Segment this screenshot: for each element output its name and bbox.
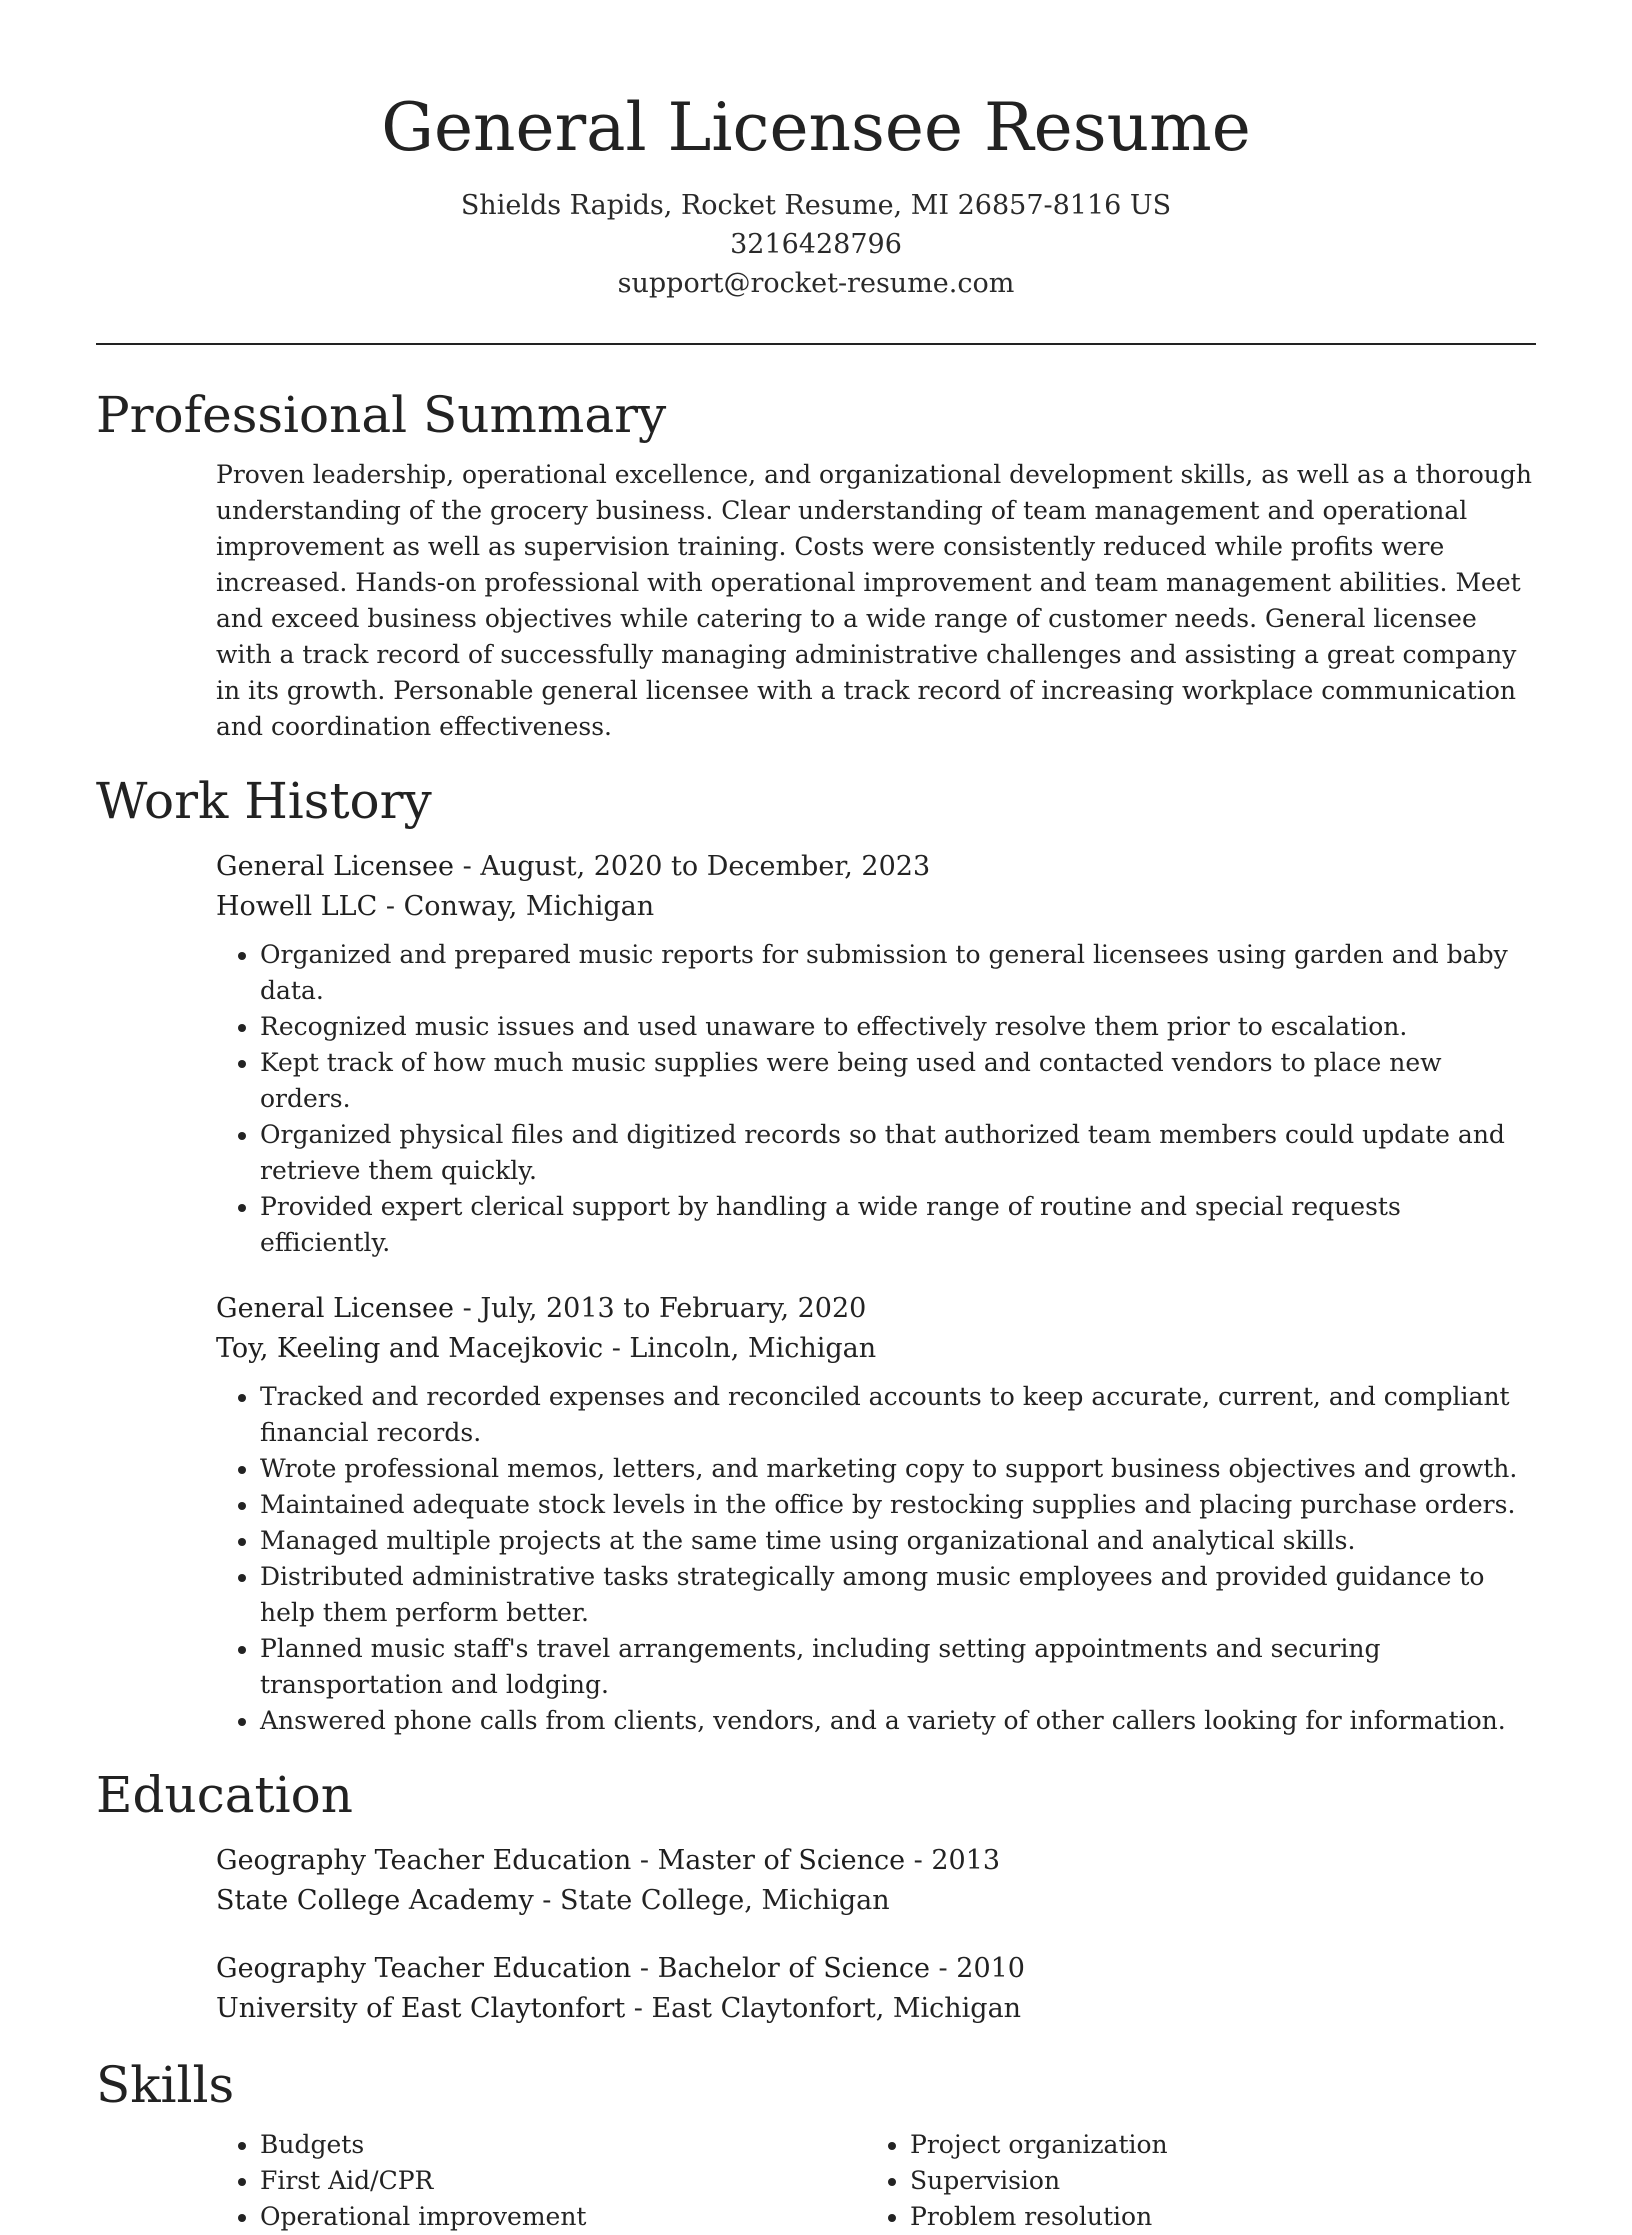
education-school: State College Academy xyxy=(216,1885,534,1916)
skill-item: • First Aid/CPR xyxy=(260,2163,866,2199)
separator: - xyxy=(533,1885,560,1916)
separator: - xyxy=(625,1993,652,2024)
job-role: General Licensee xyxy=(216,851,455,882)
job-bullets xyxy=(216,937,1536,1261)
education-degree-line xyxy=(216,1841,1536,1881)
education-school: University of East Claytonfort xyxy=(216,1993,626,2024)
education-year: 2013 xyxy=(931,1845,1001,1876)
summary-heading: Professional Summary xyxy=(96,386,667,444)
list-item: • Wrote professional memos, letters, and marketing copy to support business objectives and growth. xyxy=(260,1451,1536,1487)
header-divider xyxy=(96,343,1536,345)
list-item: • Kept track of how much music supplies were being used and contacted vendors to place new orders. xyxy=(260,1045,1536,1117)
work-history-heading: Work History xyxy=(96,772,432,830)
education-section xyxy=(96,1763,1536,2029)
job-company-line xyxy=(216,887,1536,927)
job-company-line xyxy=(216,1329,1536,1369)
list-item: • Provided expert clerical support by handling a wide range of routine and special requests efficiently. xyxy=(260,1189,1536,1261)
contact-email: support@rocket-resume.com xyxy=(617,268,1015,299)
job-location: Lincoln, Michigan xyxy=(629,1333,877,1364)
skill-item: • Supervision xyxy=(910,2163,1516,2199)
resume-title: General Licensee Resume xyxy=(381,89,1251,166)
skill-item: • Budgets xyxy=(260,2127,866,2163)
education-degree: Bachelor of Science xyxy=(657,1953,930,1984)
job-entry xyxy=(216,847,1536,1261)
skills-heading: Skills xyxy=(96,2056,235,2114)
list-item: • Distributed administrative tasks strategically among music employees and provided guidance to help them perform better. xyxy=(260,1559,1536,1631)
separator: - xyxy=(377,891,404,922)
education-field: Geography Teacher Education xyxy=(216,1845,632,1876)
summary-text: Proven leadership, operational excellence, and organizational development skills, as well as a thorough understanding of the grocery business. Clear understanding of team management and operational improvement as well as supervision training. Costs were consistently reduced while profits were increased. Hands-on professional with operational improvement and team management abilities. Meet and exceed business objectives while catering to a wide range of customer needs. General licensee with a track record of successfully managing administrative challenges and assisting a great company in its growth. Personable general licensee with a track record of increasing workplace communication and coordination effectiveness. xyxy=(216,460,1532,741)
contact-address: Shields Rapids, Rocket Resume, MI 26857-8116 US xyxy=(460,190,1172,221)
skills-list-right xyxy=(866,2127,1516,2235)
skill-item: • Project organization xyxy=(910,2127,1516,2163)
job-role: General Licensee xyxy=(216,1293,455,1324)
skills-list-left xyxy=(216,2127,866,2235)
resume-page xyxy=(96,0,1536,2235)
list-item: • Organized and prepared music reports for submission to general licensees using garden and baby data. xyxy=(260,937,1536,1009)
skill-item: • Problem resolution xyxy=(910,2199,1516,2235)
education-entry xyxy=(216,1949,1536,2029)
education-year: 2010 xyxy=(956,1953,1025,1984)
resume-header xyxy=(96,0,1536,303)
education-degree: Master of Science xyxy=(657,1845,906,1876)
list-item: • Organized physical files and digitized records so that authorized team members could update and retrieve them quickly. xyxy=(260,1117,1536,1189)
separator: - xyxy=(631,1953,658,1984)
summary-section xyxy=(96,383,1536,745)
list-item: • Answered phone calls from clients, vendors, and a variety of other callers looking for information. xyxy=(260,1703,1536,1739)
skills-grid xyxy=(216,2127,1536,2235)
education-heading: Education xyxy=(96,1766,353,1824)
skill-item: • Operational improvement xyxy=(260,2199,866,2235)
work-history-section xyxy=(96,769,1536,1739)
separator: - xyxy=(454,851,481,882)
education-field: Geography Teacher Education xyxy=(216,1953,632,1984)
separator: - xyxy=(454,1293,481,1324)
contact-phone: 3216428796 xyxy=(730,229,902,260)
education-location: State College, Michigan xyxy=(560,1885,890,1916)
job-company: Howell LLC xyxy=(216,891,378,922)
job-dates: July, 2013 to February, 2020 xyxy=(480,1293,867,1324)
list-item: • Recognized music issues and used unaware to effectively resolve them prior to escalation. xyxy=(260,1009,1536,1045)
job-location: Conway, Michigan xyxy=(403,891,655,922)
separator: - xyxy=(603,1333,630,1364)
separator: - xyxy=(929,1953,957,1984)
education-school-line xyxy=(216,1881,1536,1921)
skills-section xyxy=(96,2053,1536,2235)
job-company: Toy, Keeling and Macejkovic xyxy=(216,1333,604,1364)
list-item: • Planned music staff's travel arrangements, including setting appointments and securing transportation and lodging. xyxy=(260,1631,1536,1703)
list-item: • Managed multiple projects at the same time using organizational and analytical skills. xyxy=(260,1523,1536,1559)
list-item: • Maintained adequate stock levels in the office by restocking supplies and placing purchase orders. xyxy=(260,1487,1536,1523)
job-entry xyxy=(216,1289,1536,1739)
list-item: • Tracked and recorded expenses and reconciled accounts to keep accurate, current, and compliant financial records. xyxy=(260,1379,1536,1451)
separator: - xyxy=(631,1845,658,1876)
job-title-line xyxy=(216,847,1536,887)
job-bullets xyxy=(216,1379,1536,1739)
separator: - xyxy=(905,1845,932,1876)
education-location: East Claytonfort, Michigan xyxy=(651,1993,1022,2024)
job-dates: August, 2020 to December, 2023 xyxy=(480,851,931,882)
education-degree-line xyxy=(216,1949,1536,1989)
job-title-line xyxy=(216,1289,1536,1329)
education-school-line xyxy=(216,1989,1536,2029)
education-entry xyxy=(216,1841,1536,1921)
